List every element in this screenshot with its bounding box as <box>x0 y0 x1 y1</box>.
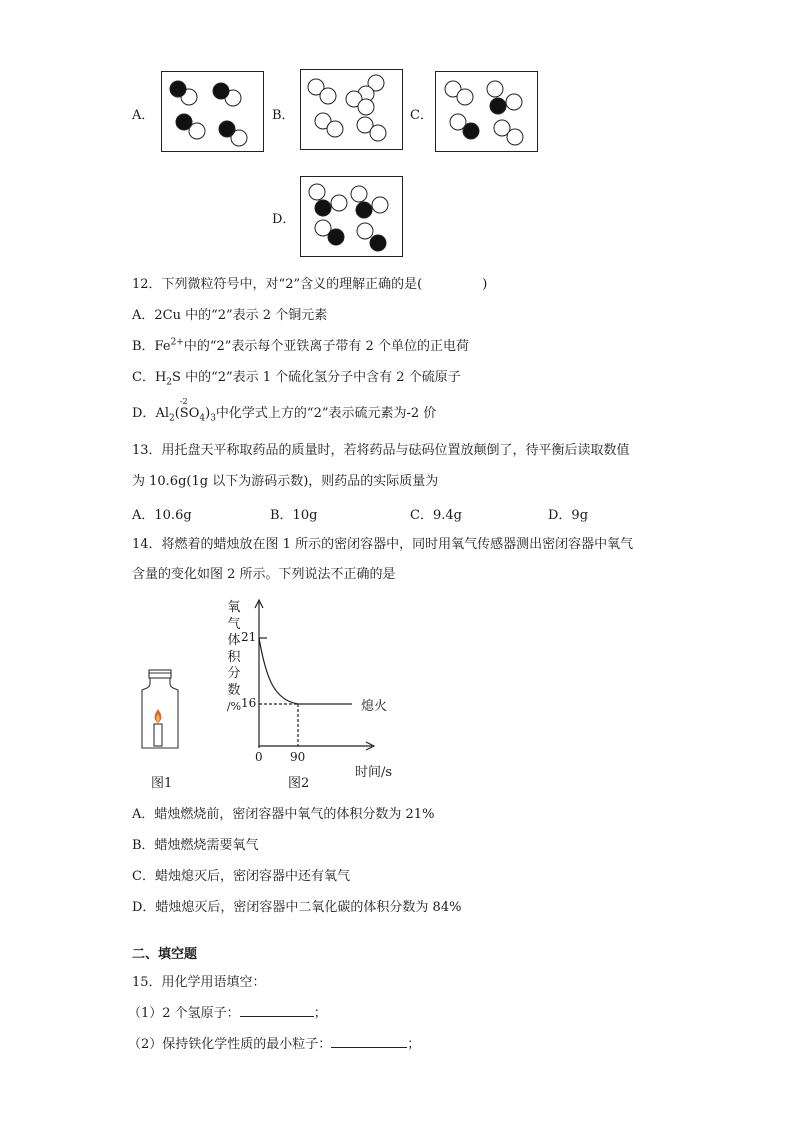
question-12-stem: 12．下列微粒符号中，对“2”含义的理解正确的是( ) <box>132 277 488 292</box>
answer-blank-1[interactable] <box>240 1004 314 1017</box>
question-12-option-b: B．$Fe^{2+}$中的“2”表示每个亚铁离子带有 2 个单位的正电荷 <box>132 337 469 354</box>
option-a-molecules <box>162 72 263 151</box>
question-13-line2: 为 10.6g(1g 以下为游码示数)，则药品的实际质量为 <box>132 474 439 489</box>
oxygen-curve <box>259 638 352 704</box>
option-b-label: B． <box>272 108 295 123</box>
option-a-diagram <box>161 71 264 152</box>
question-15-part-2: （2）保持铁化学性质的最小粒子： ； <box>128 1037 421 1052</box>
question-15-stem: 15．用化学用语填空： <box>132 975 266 990</box>
question-13-option-b: B．10g <box>270 508 318 523</box>
answer-blank-2[interactable] <box>331 1035 407 1048</box>
question-15-part-1: （1）2 个氢原子： ； <box>128 1006 327 1021</box>
question-14-option-a: A．蜡烛燃烧前，密闭容器中氧气的体积分数为 21% <box>132 807 435 822</box>
option-d-molecules <box>301 177 402 256</box>
question-14-line2: 含量的变化如图 2 所示。下列说法不正确的是 <box>132 567 396 582</box>
question-14-line1: 14．将燃着的蜡烛放在图 1 所示的密闭容器中，同时用氧气传感器测出密闭容器中氧气 <box>132 537 634 552</box>
option-b-molecules <box>301 70 402 149</box>
graph-x-tick-90: 90 <box>290 750 306 764</box>
question-14-option-b: B．蜡烛燃烧需要氧气 <box>132 838 259 853</box>
option-c-label: C． <box>410 108 433 123</box>
question-12-option-a: A．2Cu 中的“2”表示 2 个铜元素 <box>132 308 328 323</box>
graph-annotation: 熄火 <box>361 699 388 714</box>
graph-x-tick-0: 0 <box>255 750 263 764</box>
question-14-option-d: D．蜡烛熄灭后，密闭容器中二氧化碳的体积分数为 84% <box>132 900 462 915</box>
figure-2-label: 图2 <box>288 776 310 791</box>
option-a-label: A． <box>132 108 155 123</box>
aluminium-sulfate-formula: $Al_2(S$ -2 $O_4)_3$ <box>155 405 215 423</box>
valence-mark: -2 <box>179 397 188 406</box>
figure-2-oxygen-graph <box>240 596 390 756</box>
option-d-diagram <box>300 176 403 257</box>
figure-1-label: 图1 <box>151 776 173 791</box>
graph-y-tick-16: 16 <box>241 696 257 710</box>
graph-x-label: 时间/s <box>355 765 393 780</box>
option-b-diagram <box>300 69 403 150</box>
question-13-option-a: A．10.6g <box>132 508 192 523</box>
question-13-option-c: C．9.4g <box>410 508 462 523</box>
option-c-molecules <box>436 72 537 151</box>
option-c-diagram <box>435 71 538 152</box>
section-2-title: 二、填空题 <box>132 947 198 962</box>
option-d-label: D． <box>272 212 296 227</box>
graph-y-tick-21: 21 <box>241 630 257 644</box>
question-13-line1: 13．用托盘天平称取药品的质量时，若将药品与砝码位置放颠倒了，待平衡后读取数值 <box>132 443 630 458</box>
figure-1-bottle <box>138 668 182 752</box>
question-13-option-d: D．9g <box>548 508 589 523</box>
question-12-option-c: C．$H_2S$ 中的“2”表示 1 个硫化氢分子中含有 2 个硫原子 <box>132 370 461 388</box>
question-12-option-d: D．$Al_2(S$ -2 $O_4)_3$中化学式上方的“2”表示硫元素为-2 价 <box>132 405 436 423</box>
graph-y-label: 氧 气 体 积 分 数 /% <box>226 600 242 713</box>
question-14-option-c: C．蜡烛熄灭后，密闭容器中还有氧气 <box>132 869 350 884</box>
